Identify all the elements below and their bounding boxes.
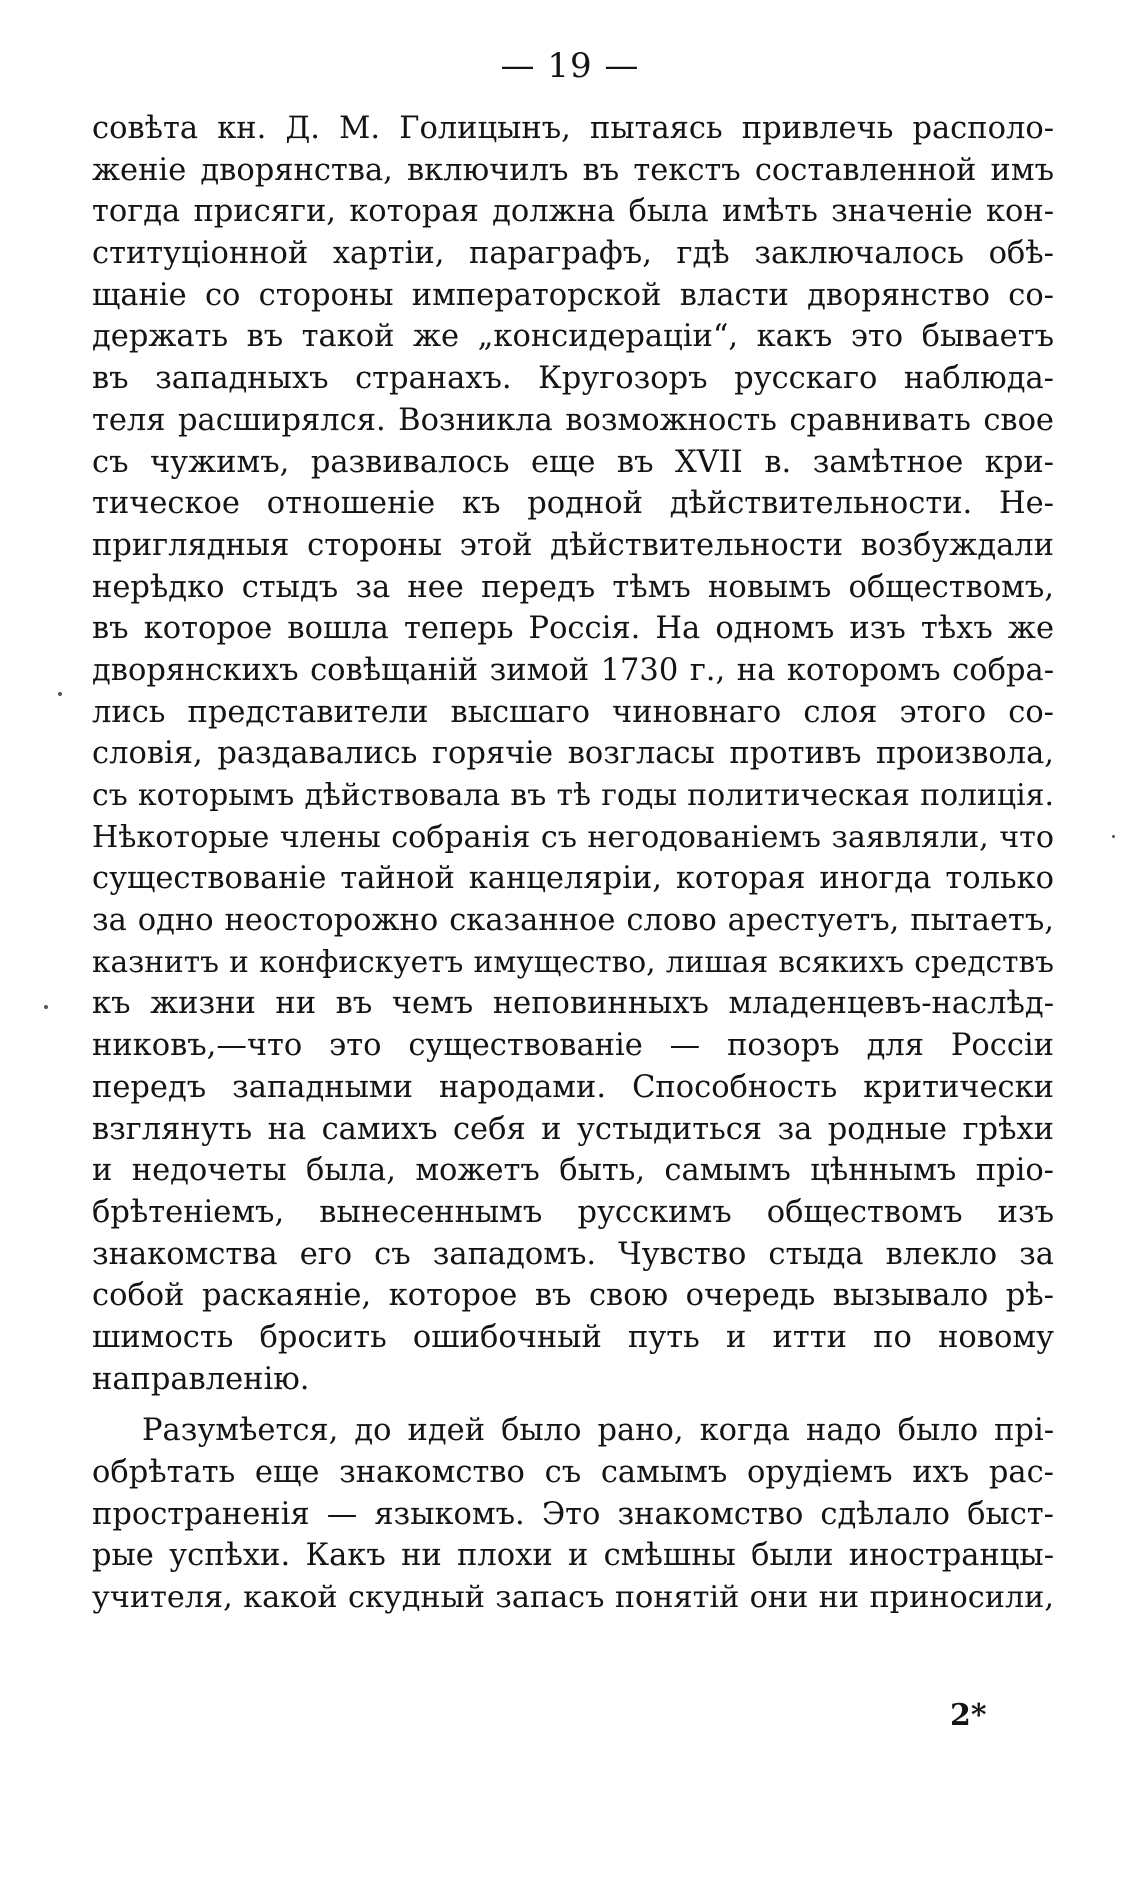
text-line: пространенія — языкомъ. Это знакомство сдѣлало быст-: [92, 1496, 1054, 1532]
text-line: съ которымъ дѣйствовала въ тѣ годы политическая полиція.: [92, 778, 1054, 813]
text-line: нерѣдко стыдъ за нее передъ тѣмъ новымъ обществомъ,: [92, 569, 1054, 605]
text-line: тическое отношеніе къ родной дѣйствительности. Не-: [92, 486, 1054, 522]
body-text: [92, 108, 1054, 1619]
text-line: щаніе со стороны императорской власти дворянство со-: [92, 277, 1054, 313]
text-line: существованіе тайной канцеляріи, которая иногда только: [92, 861, 1054, 897]
text-line: ституціонной хартіи, параграфъ, гдѣ заключалось обѣ-: [92, 236, 1054, 272]
text-line: рые успѣхи. Какъ ни плохи и смѣшны были иностранцы-: [92, 1538, 1054, 1574]
text-line: въ которое вошла теперь Россія. На одномъ изъ тѣхъ же: [92, 611, 1054, 647]
text-line: брѣтеніемъ, вынесеннымъ русскимъ обществомъ изъ: [92, 1194, 1054, 1230]
text-line: знакомства его съ западомъ. Чувство стыда влекло за: [92, 1236, 1054, 1272]
text-line: лись представители высшаго чиновнаго слоя этого со-: [92, 694, 1054, 730]
print-speck: [44, 1005, 48, 1009]
text-line: совѣта кн. Д. М. Голицынъ, пытаясь привлечь располо-: [92, 111, 1054, 146]
text-line: съ чужимъ, развивалось еще въ XVII в. замѣтное кри-: [92, 444, 1054, 480]
text-line: словія, раздавались горячіе возгласы противъ произвола,: [92, 736, 1054, 772]
text-line: за одно неосторожно сказанное слово арестуетъ, пытаетъ,: [92, 903, 1054, 939]
text-line: въ западныхъ странахъ. Кругозоръ русскаго наблюда-: [92, 361, 1054, 397]
page-number: — 19 —: [500, 46, 640, 86]
text-line: держать въ такой же „консидераціи“, какъ это бываетъ: [92, 319, 1054, 355]
paragraph: [92, 1410, 1054, 1618]
text-line: къ жизни ни въ чемъ неповинныхъ младенцевъ-наслѣд-: [92, 986, 1054, 1022]
text-line: и недочеты была, можетъ быть, самымъ цѣннымъ пріо-: [92, 1153, 1054, 1189]
text-line: дворянскихъ совѣщаній зимой 1730 г., на которомъ собра-: [92, 652, 1054, 688]
text-line: направленію.: [92, 1361, 310, 1397]
text-line: казнитъ и конфискуетъ имущество, лишая всякихъ средствъ: [92, 944, 1054, 979]
text-line: взглянуть на самихъ себя и устыдиться за родные грѣхи: [92, 1111, 1054, 1147]
paragraph-gap: [92, 1400, 1054, 1410]
text-line: учителя, какой скудный запасъ понятій они ни приносили,: [92, 1580, 1054, 1616]
text-line: передъ западными народами. Способность критически: [92, 1069, 1054, 1105]
printer-signature-mark: 2*: [950, 1698, 987, 1733]
text-line: женіе дворянства, включилъ въ текстъ составленной имъ: [92, 152, 1054, 188]
text-line: шимость бросить ошибочный путь и итти по новому: [92, 1319, 1054, 1355]
print-speck: [58, 692, 62, 696]
text-line: Разумѣется, до идей было рано, когда надо было прі-: [142, 1413, 1054, 1449]
text-line: Нѣкоторые члены собранія съ негодованіемъ заявляли, что: [92, 819, 1054, 855]
text-line: приглядныя стороны этой дѣйствительности возбуждали: [92, 527, 1054, 563]
text-line: никовъ,—что это существованіе — позоръ для Россіи: [92, 1028, 1054, 1064]
text-line: собой раскаяніе, которое въ свою очередь вызывало рѣ-: [92, 1278, 1054, 1314]
text-line: тогда присяги, которая должна была имѣть значеніе кон-: [92, 194, 1054, 230]
paragraph: [92, 108, 1054, 1400]
text-line: теля расширялся. Возникла возможность сравнивать свое: [92, 402, 1054, 438]
text-line: обрѣтать еще знакомство съ самымъ орудіемъ ихъ рас-: [92, 1455, 1054, 1490]
print-speck: [1112, 835, 1115, 838]
